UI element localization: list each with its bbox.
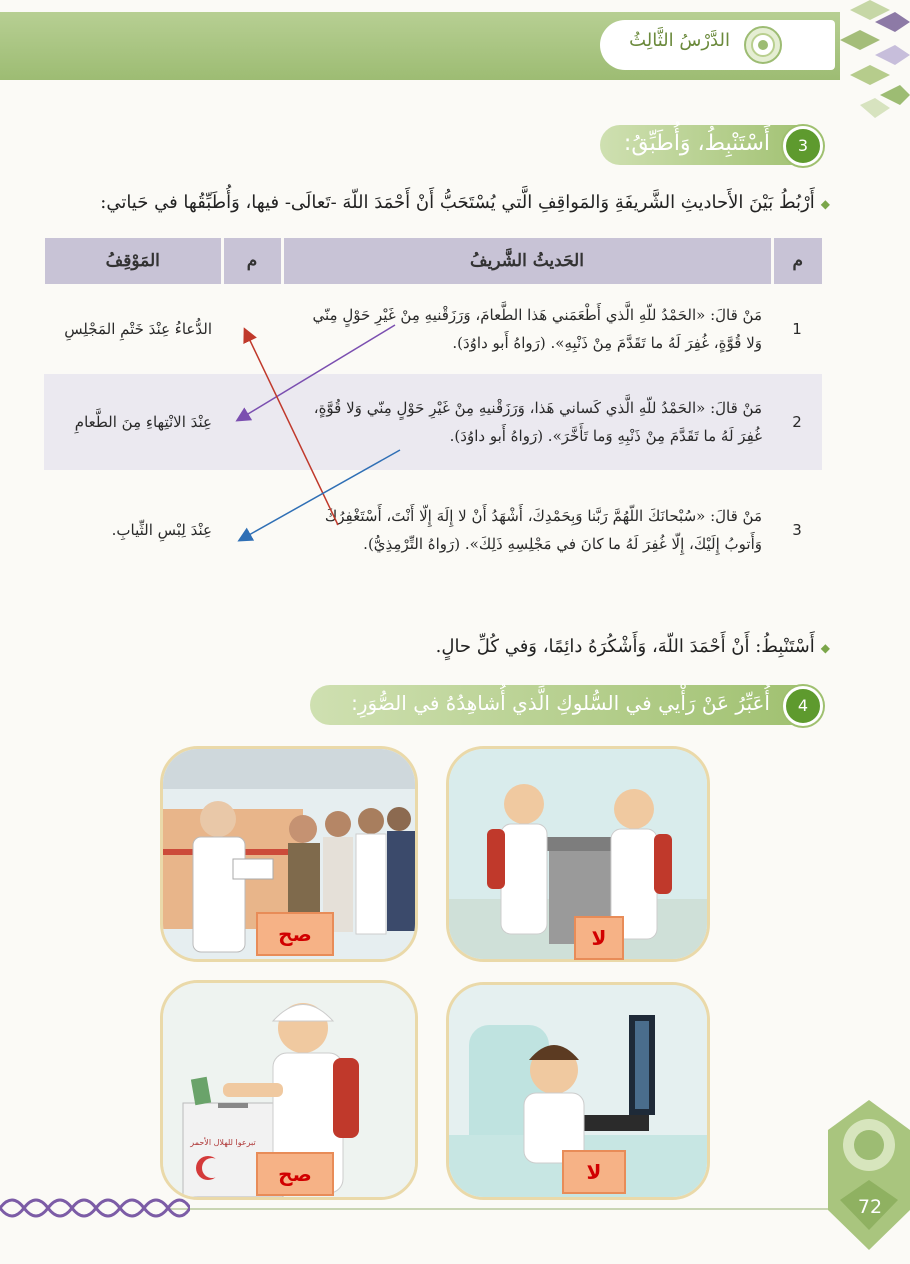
- hadith-text: مَنْ قالَ: «سُبْحانَكَ اللّهُمَّ رَبَّنا وَبِحَمْدِكَ، أَشْهَدُ أَنْ لا إِلَهَ إِلّا أَنْتَ، أَسْتَغْفِرُكَ وَأَتوبُ إِلَيْكَ، إِلّا غُفِرَ لَهُ ما كانَ في مَجْلِسِهِ ذَلِكَ». (رَواهُ التِّرْمِذِيُّ).: [324, 507, 762, 553]
- header-hadith: الحَديثُ الشَّريفُ: [282, 238, 772, 284]
- situation-text: عِنْدَ الانْتِهاءِ مِنَ الطَّعامِ: [44, 374, 223, 470]
- section3-number: 3: [783, 126, 823, 166]
- section3-title: أَسْتَنْبِطُ، وَأُطَبِّقُ:: [623, 131, 770, 156]
- match-arrow-2: [240, 450, 400, 540]
- header-num: م: [772, 238, 822, 284]
- section4-title: أُعَبِّرُ عَنْ رَأْيي في السُّلوكِ الَّذي أُشاهِدُهُ في الصُّوَرِ:: [351, 691, 770, 715]
- footer-ornament: [0, 1190, 190, 1226]
- row-number: 2: [772, 374, 822, 470]
- page-number: 72: [857, 1196, 883, 1218]
- situation-text: الدُّعاءُ عِنْدَ خَتْمِ المَجْلِسِ: [64, 320, 212, 338]
- answer-label: لا: [562, 1150, 626, 1194]
- instruction: أَرْبُطُ بَيْنَ الأَحاديثِ الشَّريفَةِ وَالمَواقِفِ الَّتي يُسْتَحَبُّ أَنْ أَحْمَدَ اللّهَ -تَعالَى- فيها، وَأُطَبِّقُها في حَياتي:: [100, 192, 815, 213]
- answer-label: لا: [574, 916, 624, 960]
- match-arrow-1: [238, 325, 395, 420]
- conclusion: أَسْتَنْبِطُ: أَنْ أَحْمَدَ اللّهَ، وَأَشْكُرَهُ دائِمًا، وَفي كُلِّ حالٍ.: [435, 636, 815, 657]
- header-situation: المَوْقِفُ: [44, 238, 223, 284]
- match-arrow-3: [245, 330, 338, 525]
- row-number: 3: [792, 521, 802, 539]
- conclusion-text: [330, 636, 830, 657]
- bullet-icon: ◆: [820, 641, 830, 655]
- section4-number: 4: [783, 686, 823, 726]
- hadith-text: مَنْ قالَ: «الحَمْدُ للّهِ الَّذي أَطْعَمَني هَذا الطَّعامَ، وَرَزَقْنيهِ مِنْ غَيْرِ حَوْلٍ مِنّي وَلا قُوَّةٍ، غُفِرَ لَهُ ما تَقَدَّمَ مِنْ ذَنْبِهِ». (رَواهُ أَبو داوُدَ).: [312, 306, 762, 352]
- situation-text: عِنْدَ لِبْسِ الثِّيابِ.: [111, 521, 212, 539]
- page-badge: [828, 1100, 910, 1250]
- donation-box-label: تبرعوا للهلال الأحمر: [190, 1138, 256, 1147]
- answer-label: صح: [256, 1152, 334, 1196]
- footer-divider: [170, 1208, 840, 1210]
- header-num2: م: [222, 238, 282, 284]
- bullet-icon: ◆: [820, 197, 830, 211]
- hadith-text: مَنْ قالَ: «الحَمْدُ للّهِ الَّذي كَساني هَذا، وَرَزَقْنيهِ مِنْ غَيْرِ حَوْلٍ مِنّي وَلا قُوَّةٍ، غُفِرَ لَهُ ما تَقَدَّمَ مِنْ ذَنْبِهِ وَما تَأَخَّرَ». (رَواهُ أَبو داوُدَ).: [282, 374, 772, 470]
- lesson-title: الدَّرْسُ الثَّالِثُ: [629, 30, 730, 51]
- row-number: 1: [792, 320, 802, 338]
- answer-label: صح: [256, 912, 334, 956]
